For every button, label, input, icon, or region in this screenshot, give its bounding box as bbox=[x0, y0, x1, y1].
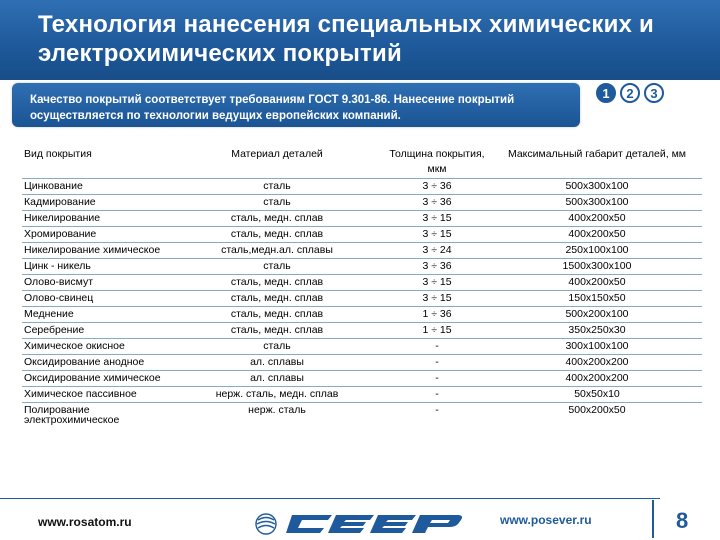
rosatom-link[interactable]: www.rosatom.ru bbox=[38, 515, 132, 529]
cell-material: сталь bbox=[172, 339, 382, 355]
cell-thickness: 3 ÷ 24 bbox=[382, 243, 492, 259]
sever-wordmark bbox=[286, 515, 462, 533]
page-title: Технология нанесения специальных химических и электрохимических покрытий bbox=[38, 11, 654, 67]
table-row bbox=[22, 259, 702, 275]
footer-divider bbox=[0, 498, 660, 499]
cell-material: сталь, медн. сплав bbox=[172, 227, 382, 243]
cell-size: 50x50x10 bbox=[492, 387, 702, 403]
cell-coating: Цинкование bbox=[22, 179, 172, 195]
cell-material: сталь bbox=[172, 179, 382, 195]
cell-size: 300x100x100 bbox=[492, 339, 702, 355]
cell-thickness: 3 ÷ 36 bbox=[382, 195, 492, 211]
cell-coating: Цинк - никель bbox=[22, 259, 172, 275]
cell-material: сталь, медн. сплав bbox=[172, 275, 382, 291]
cell-material: сталь, медн. сплав bbox=[172, 291, 382, 307]
table-row bbox=[22, 403, 702, 428]
cell-thickness: - bbox=[382, 355, 492, 371]
cell-thickness: 3 ÷ 15 bbox=[382, 211, 492, 227]
cell-size: 400x200x50 bbox=[492, 227, 702, 243]
cell-size: 350x250x30 bbox=[492, 323, 702, 339]
cell-coating: Полирование электрохимическое bbox=[22, 403, 172, 428]
cell-coating: Оксидирование химическое bbox=[22, 371, 172, 387]
table-row bbox=[22, 371, 702, 387]
table-row bbox=[22, 275, 702, 291]
cell-size: 500x300x100 bbox=[492, 195, 702, 211]
cell-size: 500x300x100 bbox=[492, 179, 702, 195]
sever-emblem-icon bbox=[256, 514, 276, 534]
table-header-row bbox=[22, 145, 702, 179]
coatings-table bbox=[22, 145, 702, 427]
cell-thickness: 3 ÷ 36 bbox=[382, 259, 492, 275]
cell-material: нерж. сталь bbox=[172, 403, 382, 428]
cell-thickness: 3 ÷ 15 bbox=[382, 291, 492, 307]
cell-thickness: - bbox=[382, 403, 492, 428]
sever-logo bbox=[252, 511, 472, 537]
cell-material: ал. сплавы bbox=[172, 371, 382, 387]
cell-size: 400x200x200 bbox=[492, 355, 702, 371]
cell-size: 500x200x100 bbox=[492, 307, 702, 323]
cell-thickness: 3 ÷ 15 bbox=[382, 227, 492, 243]
table-row bbox=[22, 355, 702, 371]
table-row bbox=[22, 387, 702, 403]
table-row bbox=[22, 307, 702, 323]
page-number: 8 bbox=[676, 508, 689, 533]
cell-coating: Никелирование bbox=[22, 211, 172, 227]
cell-material: сталь, медн. сплав bbox=[172, 211, 382, 227]
cell-thickness: - bbox=[382, 339, 492, 355]
header-thickness: Толщина покрытия, мкм bbox=[389, 148, 485, 175]
cell-size: 400x200x50 bbox=[492, 275, 702, 291]
cell-size: 150x150x50 bbox=[492, 291, 702, 307]
table-row bbox=[22, 339, 702, 355]
cell-coating: Олово-висмут bbox=[22, 275, 172, 291]
cell-thickness: 1 ÷ 36 bbox=[382, 307, 492, 323]
pager-item-2[interactable]: 2 bbox=[620, 83, 640, 103]
table-row bbox=[22, 323, 702, 339]
cell-coating: Олово-свинец bbox=[22, 291, 172, 307]
cell-size: 400x200x200 bbox=[492, 371, 702, 387]
cell-material: сталь,медн.ал. сплавы bbox=[172, 243, 382, 259]
cell-size: 400x200x50 bbox=[492, 211, 702, 227]
cell-thickness: - bbox=[382, 387, 492, 403]
cell-coating: Оксидирование анодное bbox=[22, 355, 172, 371]
cell-coating: Никелирование химическое bbox=[22, 243, 172, 259]
footer-vertical-divider bbox=[652, 500, 654, 538]
cell-coating: Химическое окисное bbox=[22, 339, 172, 355]
table-row bbox=[22, 243, 702, 259]
cell-coating: Серебрение bbox=[22, 323, 172, 339]
cell-material: ал. сплавы bbox=[172, 355, 382, 371]
cell-coating: Меднение bbox=[22, 307, 172, 323]
header-material: Материал деталей bbox=[231, 148, 323, 160]
subtitle-text: Качество покрытий соответствует требованиям ГОСТ 9.301-86. Нанесение покрытий осуществляется по технологии ведущих европейских компаний. bbox=[30, 94, 515, 122]
cell-thickness: - bbox=[382, 371, 492, 387]
table-row bbox=[22, 211, 702, 227]
table-row bbox=[22, 179, 702, 195]
slide-pager bbox=[596, 83, 664, 105]
cell-thickness: 1 ÷ 15 bbox=[382, 323, 492, 339]
cell-thickness: 3 ÷ 15 bbox=[382, 275, 492, 291]
cell-coating: Хромирование bbox=[22, 227, 172, 243]
cell-size: 1500x300x100 bbox=[492, 259, 702, 275]
cell-material: сталь, медн. сплав bbox=[172, 307, 382, 323]
pager-item-3[interactable]: 3 bbox=[644, 83, 664, 103]
table-row bbox=[22, 227, 702, 243]
cell-size: 250x100x100 bbox=[492, 243, 702, 259]
pager-item-1[interactable]: 1 bbox=[596, 83, 616, 103]
cell-material: нерж. сталь, медн. сплав bbox=[172, 387, 382, 403]
cell-material: сталь bbox=[172, 195, 382, 211]
cell-material: сталь bbox=[172, 259, 382, 275]
cell-size: 500x200x50 bbox=[492, 403, 702, 428]
header-max-size: Максимальный габарит деталей, мм bbox=[507, 148, 687, 160]
cell-material: сталь, медн. сплав bbox=[172, 323, 382, 339]
posever-link[interactable]: www.posever.ru bbox=[500, 513, 592, 527]
table-row bbox=[22, 195, 702, 211]
table-row bbox=[22, 291, 702, 307]
cell-coating: Кадмирование bbox=[22, 195, 172, 211]
cell-thickness: 3 ÷ 36 bbox=[382, 179, 492, 195]
header-coating-type: Вид покрытия bbox=[24, 148, 92, 160]
cell-coating: Химическое пассивное bbox=[22, 387, 172, 403]
